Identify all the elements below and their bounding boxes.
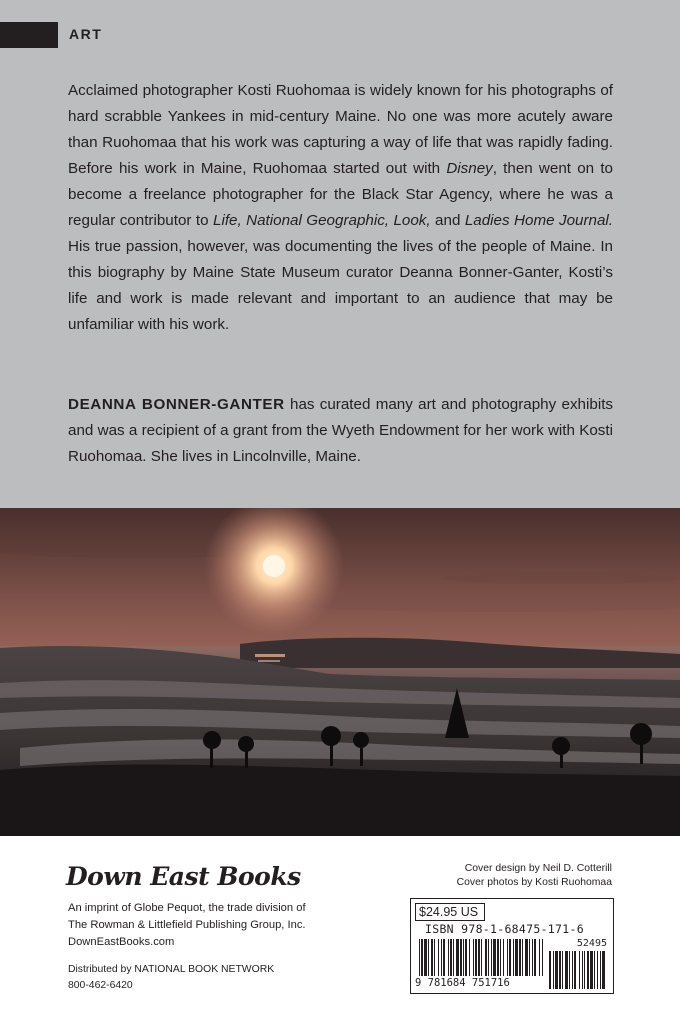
barcode-bar	[443, 939, 445, 976]
addon-bar	[555, 951, 558, 989]
addon-bar	[582, 951, 583, 989]
description-text: and	[430, 212, 465, 229]
isbn-number: ISBN 978-1-68475-171-6	[425, 922, 584, 936]
magazine-title-ladies: Ladies Home Journal.	[464, 212, 614, 229]
addon-bar	[584, 951, 585, 989]
category-bar	[0, 22, 58, 48]
distributor-info	[68, 962, 274, 994]
barcode-bar	[497, 939, 499, 976]
publisher-imprint	[68, 900, 358, 951]
magazine-titles: Life, National Geographic, Look,	[213, 212, 431, 229]
barcode-bar	[431, 939, 433, 976]
description-text: , then went on to become a freelance photographer for the Black Star Agency, where he was a regular contributor to	[68, 160, 613, 229]
addon-bar	[602, 951, 605, 989]
addon-bar	[565, 951, 568, 989]
ean-digits: 9 781684 751716	[415, 977, 510, 989]
addon-bar	[587, 951, 589, 989]
book-description	[68, 78, 613, 338]
barcode-bar	[509, 939, 511, 976]
addon-bar	[597, 951, 598, 989]
barcode-bar	[465, 939, 467, 976]
barcode-bar	[428, 939, 429, 976]
cover-credits	[410, 862, 612, 890]
imprint-line-2: The Rowman & Littlefield Publishing Group, Inc.	[68, 919, 306, 931]
barcode-bar	[515, 939, 518, 976]
author-bio	[68, 392, 613, 470]
price-label: $24.95 US	[415, 903, 485, 921]
barcode-bar	[441, 939, 442, 976]
addon-bar	[600, 951, 601, 989]
publisher-logo: Down East Books	[66, 862, 301, 891]
barcode-bar	[532, 939, 533, 976]
addon-bar	[549, 951, 551, 989]
publisher-website: DownEastBooks.com	[68, 936, 175, 948]
barcode-bar	[539, 939, 540, 976]
cover-design-credit: Cover design by Neil D. Cotterill	[464, 863, 612, 874]
barcode-bar	[424, 939, 427, 976]
barcode-bar	[481, 939, 482, 976]
addon-bar	[569, 951, 570, 989]
addon-bar	[594, 951, 595, 989]
addon-bar	[579, 951, 580, 989]
barcode-bar	[522, 939, 523, 976]
barcode-bar	[519, 939, 521, 976]
barcode-bar	[421, 939, 423, 976]
barcode-bar	[507, 939, 508, 976]
barcode-bar	[500, 939, 501, 976]
addon-bar	[559, 951, 561, 989]
addon-bar	[562, 951, 563, 989]
description-text: His true passion, however, was documenting the lives of the people of Maine. In this biography by Maine State Museum curator Deanna Bonner-Ganter, Kosti’s life and work is made relevant and important to an audience that may be unfamiliar with his work.	[68, 238, 613, 333]
barcode-bar	[525, 939, 528, 976]
addon-bar	[590, 951, 593, 989]
barcode-bar	[534, 939, 536, 976]
barcode-bar	[463, 939, 464, 976]
barcode-bar	[456, 939, 459, 976]
barcode-bar	[542, 939, 543, 976]
barcode-panel	[410, 898, 614, 994]
addon-bar	[572, 951, 573, 989]
barcode-bar	[488, 939, 489, 976]
price-addon-code: 52495	[576, 938, 607, 949]
barcode-bar	[460, 939, 462, 976]
disney-title: Disney	[446, 160, 493, 177]
barcode-bar	[473, 939, 474, 976]
author-name: DEANNA BONNER-GANTER	[68, 396, 285, 413]
barcode-bar	[491, 939, 492, 976]
distributor-name: Distributed by NATIONAL BOOK NETWORK	[68, 964, 275, 975]
distributor-phone: 800-462-6420	[68, 980, 133, 991]
barcode-bar	[478, 939, 480, 976]
barcode-bar	[434, 939, 435, 976]
category-label: ART	[69, 26, 103, 42]
barcode-bar	[493, 939, 496, 976]
author-bio-text: has curated many art and photography exhibits and was a recipient of a grant from the Wyeth Endowment for her work with Kosti Ruohomaa. She lives in Lincolnville, Maine.	[68, 396, 614, 465]
barcode-bar	[475, 939, 477, 976]
imprint-line-1: An imprint of Globe Pequot, the trade division of	[68, 902, 306, 914]
barcode-bar	[503, 939, 504, 976]
barcode-bar	[529, 939, 530, 976]
barcode-bar	[485, 939, 487, 976]
barcode-bar	[450, 939, 452, 976]
barcode-bar	[419, 939, 420, 976]
cover-photo-credit: Cover photos by Kosti Ruohomaa	[456, 877, 612, 888]
barcode-bar	[453, 939, 454, 976]
barcode-bar	[438, 939, 439, 976]
addon-bar	[574, 951, 576, 989]
cover-photo	[0, 508, 680, 836]
addon-bar	[553, 951, 554, 989]
barcode-bar	[513, 939, 514, 976]
barcode-bar	[448, 939, 449, 976]
barcode-bar	[469, 939, 470, 976]
description-text: Acclaimed photographer Kosti Ruohomaa is widely known for his photographs of hard scrabble Yankees in mid-century Maine. No one was more acutely aware than Ruohomaa that his work was capturing a way of life that was rapidly fading. Before his work in Maine, Ruohomaa started out with	[68, 82, 613, 177]
